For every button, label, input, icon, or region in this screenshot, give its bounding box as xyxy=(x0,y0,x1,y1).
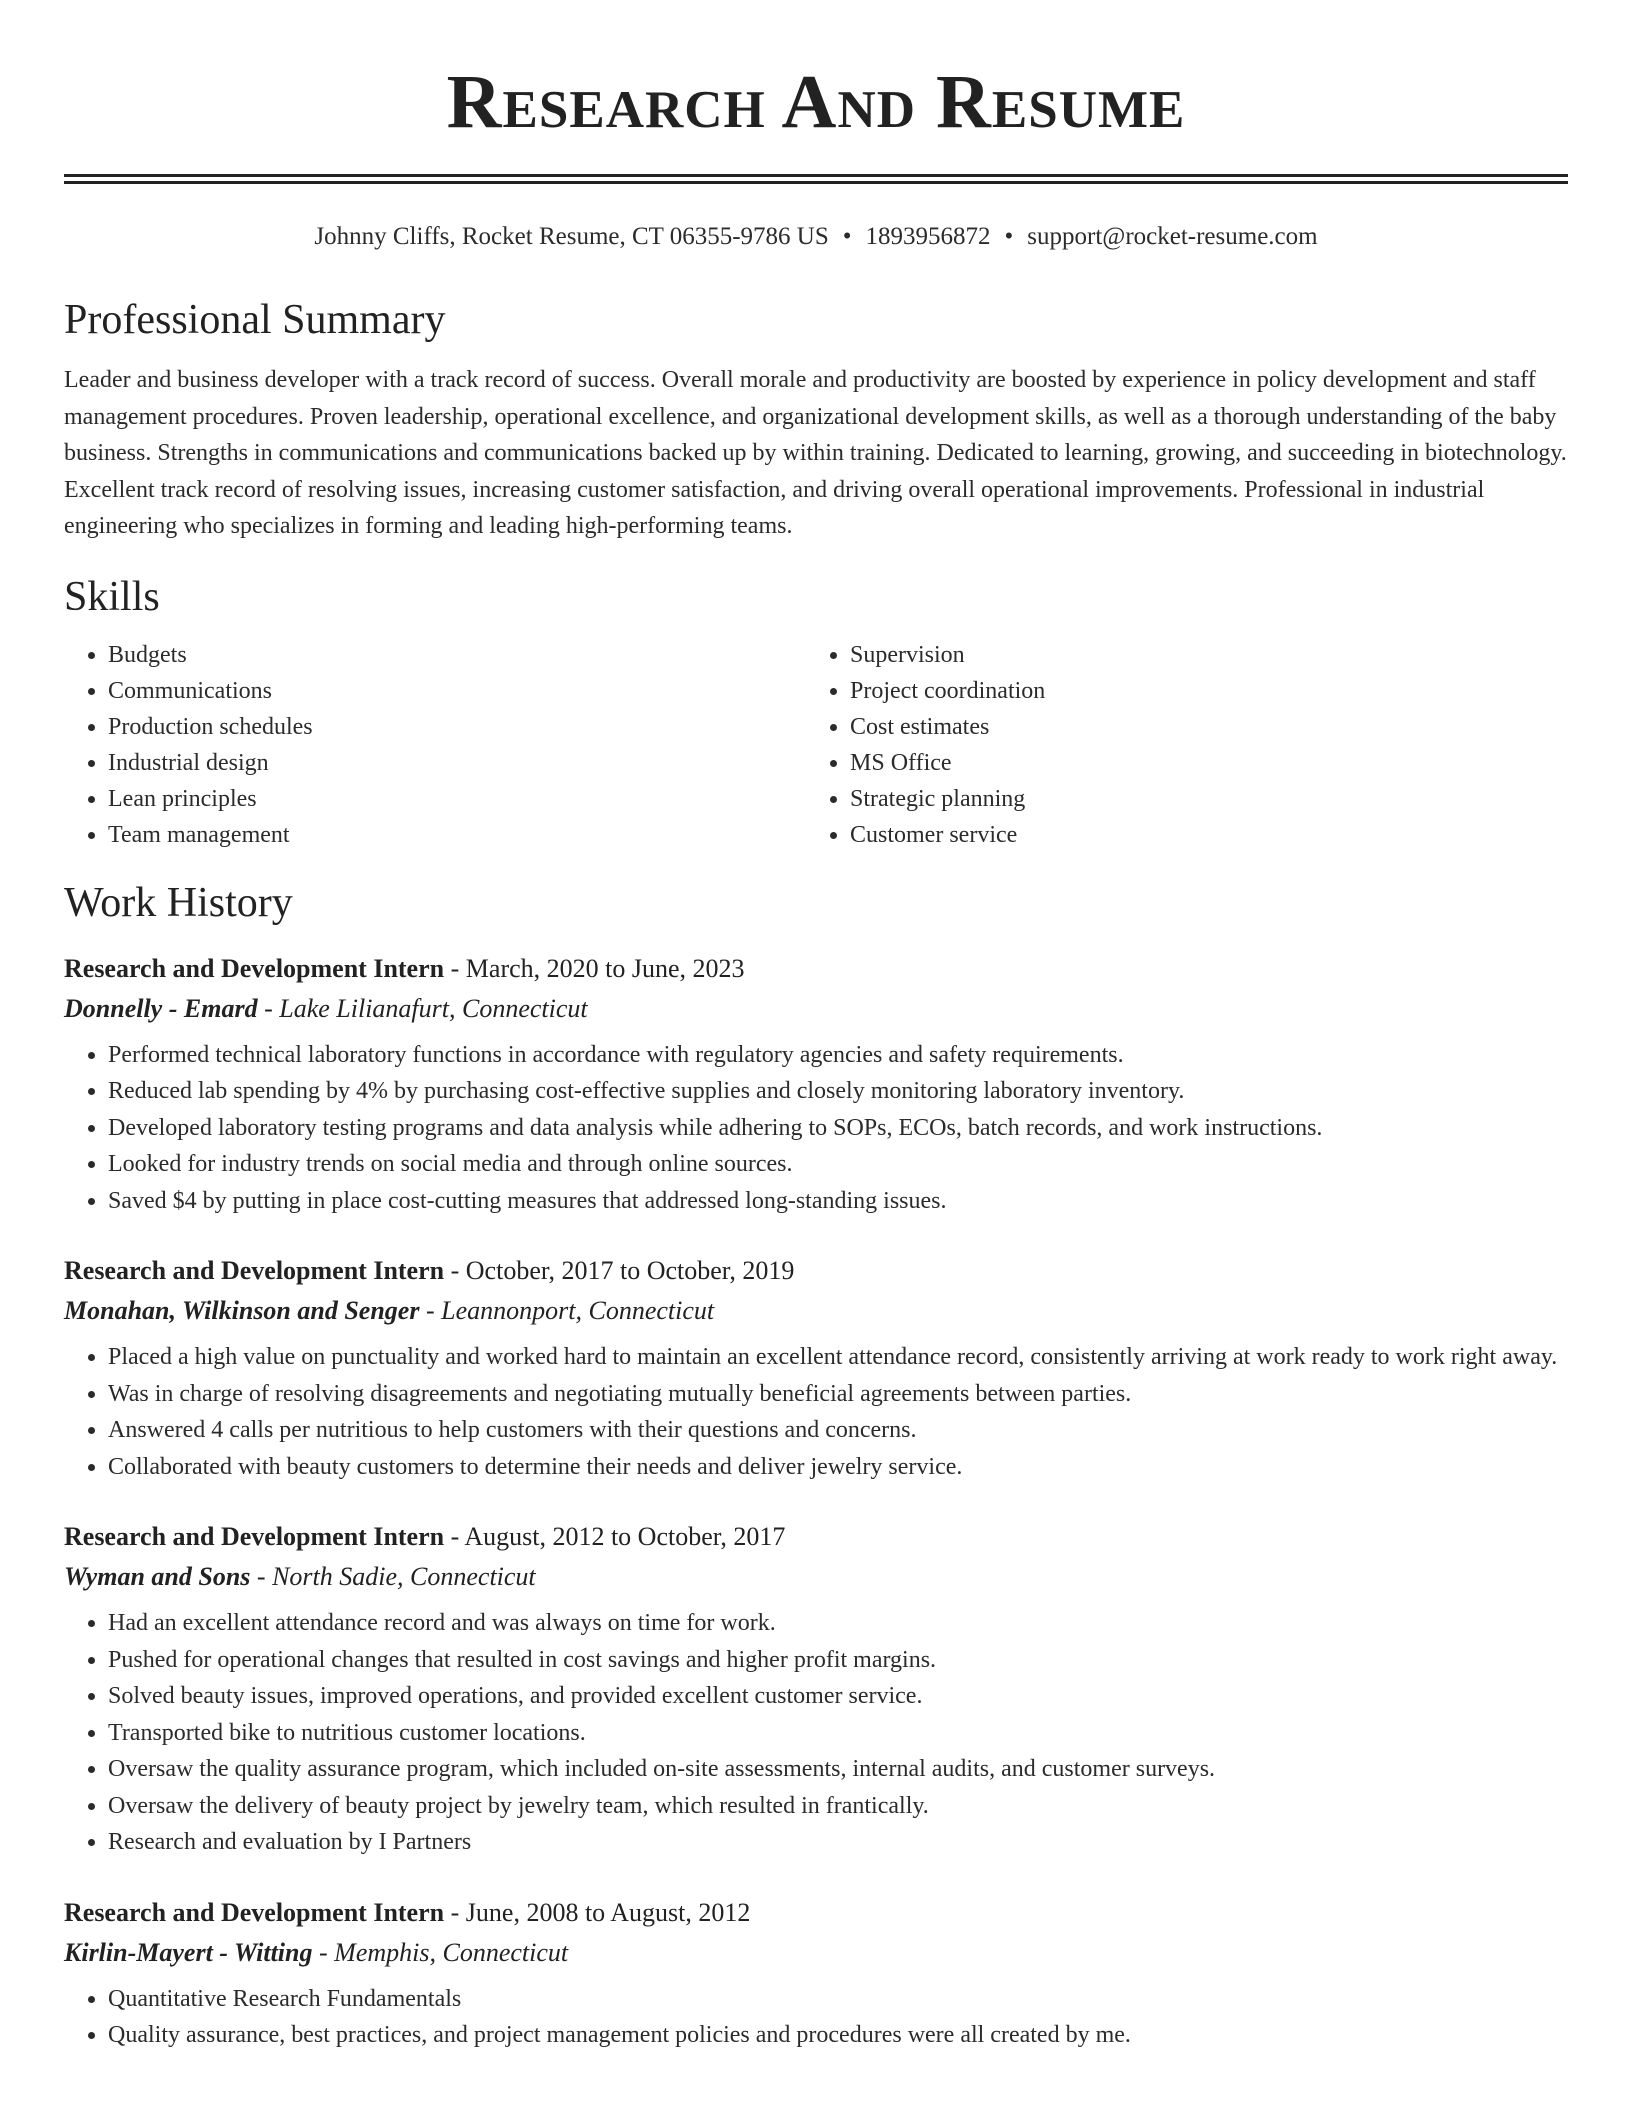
job-title: Research and Development Intern xyxy=(64,953,445,983)
company-name: Kirlin-Mayert - Witting xyxy=(64,1937,313,1967)
skills-list-left xyxy=(64,637,806,853)
duty-item: • Placed a high value on punctuality and worked hard to maintain an excellent attendance record, consistently arriving at work ready to work right away. xyxy=(108,1339,1568,1376)
job-entry xyxy=(64,1251,1568,1485)
duty-item: • Pushed for operational changes that resulted in cost savings and higher profit margins. xyxy=(108,1642,1568,1679)
contact-separator: • xyxy=(842,223,852,250)
duty-item: • Oversaw the quality assurance program, which included on-site assessments, internal audits, and customer surveys. xyxy=(108,1751,1568,1788)
skills-heading: Skills xyxy=(64,573,160,620)
company-location: Lake Lilianafurt, Connecticut xyxy=(279,993,588,1023)
contact-line xyxy=(64,220,1568,254)
job-title-line: Research and Development Intern - March, 2020 to June, 2023 xyxy=(64,953,745,983)
job-title: Research and Development Intern xyxy=(64,1522,445,1551)
skill-item: • Budgets xyxy=(108,637,806,673)
contact-address: Johnny Cliffs, Rocket Resume, CT 06355-9786 US xyxy=(314,223,829,250)
job-entry xyxy=(64,949,1568,1220)
duty-item: • Transported bike to nutritious customer locations. xyxy=(108,1715,1568,1752)
contact-phone: 1893956872 xyxy=(865,223,991,250)
duties-list xyxy=(64,1605,1568,1861)
job-dates: October, 2017 to October, 2019 xyxy=(465,1256,795,1285)
duties-list xyxy=(64,1339,1568,1485)
company-location: Memphis, Connecticut xyxy=(334,1937,569,1967)
contact-email: support@rocket-resume.com xyxy=(1027,223,1318,250)
skill-item: • Lean principles xyxy=(108,781,806,817)
duty-item: • Performed technical laboratory functions in accordance with regulatory agencies and safety requirements. xyxy=(108,1037,1568,1074)
summary-text: Leader and business developer with a track record of success. Overall morale and productivity are boosted by experience in policy development and staff management procedures. Proven leadership, operational excellence, and organizational development skills, as well as a thorough understanding of the baby business. Strengths in communications and communications backed up by within training. Dedicated to learning, growing, and succeeding in biotechnology. Excellent track record of resolving issues, increasing customer satisfaction, and driving overall operational improvements. Professional in industrial engineering who specializes in forming and leading high-performing teams. xyxy=(64,367,1567,539)
skill-item: • Supervision xyxy=(850,637,1548,673)
title-divider xyxy=(64,174,1568,184)
job-title: Research and Development Intern xyxy=(64,1897,445,1927)
company-line: Kirlin-Mayert - Witting - Memphis, Connecticut xyxy=(64,1937,569,1967)
resume-title: Research And Resume xyxy=(446,60,1186,144)
company-name: Monahan, Wilkinson and Senger xyxy=(64,1296,420,1325)
skill-item: • Cost estimates xyxy=(850,709,1548,745)
skill-item: • Project coordination xyxy=(850,673,1548,709)
skill-item: • Strategic planning xyxy=(850,781,1548,817)
summary-heading: Professional Summary xyxy=(64,297,446,343)
duty-item: • Had an excellent attendance record and was always on time for work. xyxy=(108,1605,1568,1642)
job-title-line: Research and Development Intern - June, 2008 to August, 2012 xyxy=(64,1897,751,1927)
job-entry xyxy=(64,1517,1568,1861)
skill-item: • MS Office xyxy=(850,745,1548,781)
job-dates: August, 2012 to October, 2017 xyxy=(464,1522,786,1551)
duty-item: • Quantitative Research Fundamentals xyxy=(108,1981,1568,2018)
duty-item: • Solved beauty issues, improved operations, and provided excellent customer service. xyxy=(108,1678,1568,1715)
company-location: North Sadie, Connecticut xyxy=(272,1562,536,1591)
skill-item: • Industrial design xyxy=(108,745,806,781)
duty-item: • Oversaw the delivery of beauty project by jewelry team, which resulted in frantically. xyxy=(108,1788,1568,1825)
company-location: Leannonport, Connecticut xyxy=(441,1296,715,1325)
work-history-heading: Work History xyxy=(64,879,293,926)
duties-list xyxy=(64,1037,1568,1220)
duty-item: • Quality assurance, best practices, and project management policies and procedures were all created by me. xyxy=(108,2017,1568,2054)
job-title-line: Research and Development Intern - August, 2012 to October, 2017 xyxy=(64,1522,786,1551)
job-dates: June, 2008 to August, 2012 xyxy=(465,1897,751,1927)
skill-item: • Customer service xyxy=(850,817,1548,853)
job-dates: March, 2020 to June, 2023 xyxy=(465,953,745,983)
company-name: Wyman and Sons xyxy=(64,1562,251,1591)
skill-item: • Production schedules xyxy=(108,709,806,745)
job-entry xyxy=(64,1893,1568,2054)
duty-item: • Research and evaluation by I Partners xyxy=(108,1824,1568,1861)
company-line: Wyman and Sons - North Sadie, Connecticut xyxy=(64,1562,536,1591)
duty-item: • Looked for industry trends on social media and through online sources. xyxy=(108,1146,1568,1183)
duty-item: • Saved $4 by putting in place cost-cutting measures that addressed long-standing issues. xyxy=(108,1183,1568,1220)
duty-item: • Was in charge of resolving disagreements and negotiating mutually beneficial agreements between parties. xyxy=(108,1376,1568,1413)
job-title-line: Research and Development Intern - October, 2017 to October, 2019 xyxy=(64,1256,795,1285)
skill-item: • Team management xyxy=(108,817,806,853)
duty-item: • Answered 4 calls per nutritious to help customers with their questions and concerns. xyxy=(108,1412,1568,1449)
contact-separator: • xyxy=(1004,223,1014,250)
company-line: Donnelly - Emard - Lake Lilianafurt, Connecticut xyxy=(64,993,588,1023)
job-title: Research and Development Intern xyxy=(64,1256,445,1285)
duty-item: • Developed laboratory testing programs and data analysis while adhering to SOPs, ECOs, batch records, and work instructions. xyxy=(108,1110,1568,1147)
skill-item: • Communications xyxy=(108,673,806,709)
duty-item: • Collaborated with beauty customers to determine their needs and deliver jewelry service. xyxy=(108,1449,1568,1486)
company-line: Monahan, Wilkinson and Senger - Leannonport, Connecticut xyxy=(64,1296,715,1325)
skills-columns xyxy=(64,637,1568,853)
duties-list xyxy=(64,1981,1568,2054)
duty-item: • Reduced lab spending by 4% by purchasing cost-effective supplies and closely monitoring laboratory inventory. xyxy=(108,1073,1568,1110)
skills-list-right xyxy=(806,637,1548,853)
company-name: Donnelly - Emard xyxy=(64,993,258,1023)
